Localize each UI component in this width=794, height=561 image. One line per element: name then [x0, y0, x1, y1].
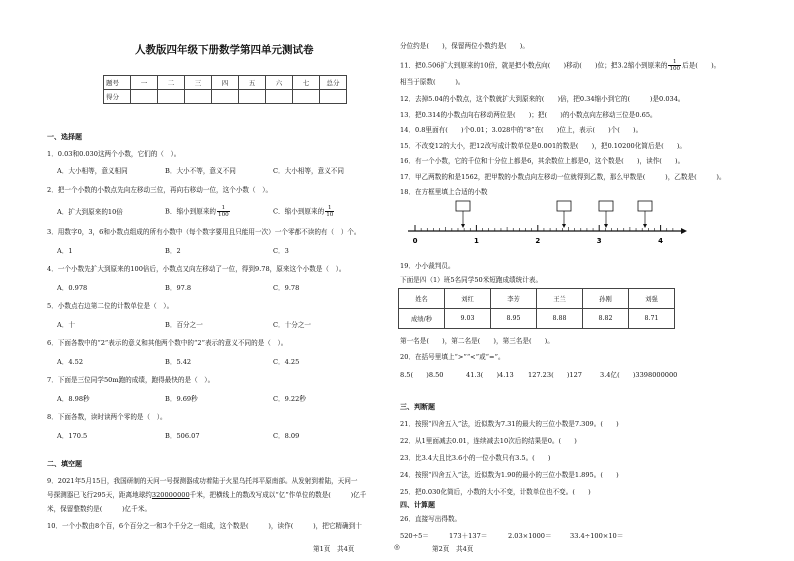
q4-option-a: A．0.978 [57, 284, 88, 292]
stats-value-cell: 9.03 [445, 309, 491, 329]
question-25: 25．把0.030化简后，小数的大小不变，计数单位也不变。( ) [400, 488, 591, 496]
score-table-header-row [104, 76, 347, 90]
score-cell[interactable] [239, 90, 266, 104]
section-choice-heading: 一、选择题 [47, 133, 82, 141]
question-24: 24．按照“四舍五入”法，近似数为1.90的最小的三位小数是1.895。( ) [400, 471, 619, 479]
question-11: 11．把0.506扩大到原来的10倍，就是把小数点向( )移动( )位；把3.2缩小到原来的 $\frac{1}{100}$ 后是( )。 [400, 59, 721, 72]
pointer-arrows [463, 211, 645, 227]
question-8: 8．下面各数，读时读两个零的是（ ）。 [47, 413, 167, 421]
number-line [398, 199, 688, 247]
question-4: 4．一个小数先扩大到原来的100倍后，小数点又向左移动了一位，得到9.78，原来这个小数是（ ）。 [47, 265, 346, 273]
question-13: 13．把0.314的小数点向右移动两位是( )；把( )的小数点向左移动三位是0.65。 [400, 111, 657, 119]
score-table [103, 75, 347, 104]
q4-option-b: B．97.8 [165, 284, 192, 292]
score-cell[interactable] [185, 90, 212, 104]
tick-label: 0 [412, 237, 418, 245]
q1-option-b: B．大小不等，意义不同 [165, 167, 236, 175]
stats-value-cell: 8.71 [629, 309, 675, 329]
question-12: 12．去掉5.04的小数点，这个数就扩大到原来的( )倍，把0.34缩小到它的( )是0.034。 [400, 95, 685, 103]
answer-box[interactable] [557, 201, 571, 211]
q6-option-b: B．5.42 [165, 358, 192, 366]
arrow-heads [461, 224, 647, 228]
q2-option-c: C．缩小到原来的 $\frac{1}{10}$ [273, 205, 334, 218]
answer-boxes [456, 201, 652, 211]
q6-option-c: C．4.25 [273, 358, 300, 366]
score-table-score-row [104, 90, 347, 104]
score-cell[interactable] [158, 90, 185, 104]
question-9-line3: 米，保留整数约是( )亿千米。 [47, 505, 152, 513]
question-20: 20．在括号里填上“>”“<”或“=”。 [400, 353, 505, 361]
stats-value-cell: 8.82 [583, 309, 629, 329]
score-header-cell: 三 [185, 76, 212, 90]
score-header-cell: 五 [239, 76, 266, 90]
stats-header-cell: 李芳 [491, 289, 537, 309]
tick-marks [415, 225, 673, 231]
answer-box[interactable] [638, 201, 652, 211]
q1-option-a: A．大小相等，意义相同 [57, 167, 128, 175]
question-1: 1．0.03和0.030这两个小数，它们的（ ）。 [47, 150, 181, 158]
footer-center-mark: ◎ [394, 543, 400, 551]
axis-arrow-icon [681, 228, 687, 234]
q5-option-b: B．百分之一 [165, 321, 203, 329]
score-header-cell: 总分 [320, 76, 347, 90]
question-5: 5．小数点右边第二位的计数单位是（ ）。 [47, 302, 174, 310]
question-9-line2: 号探测器已飞行295天，距离地球约320000000千米，把横线上的数改写成以“亿”作单位的数是( )亿千 [47, 491, 367, 499]
question-2: 2．把一个小数的小数点先向左移动三位，再向右移动一位，这个小数（ ）。 [47, 186, 273, 194]
q1-option-c: C．大小相等，意义不同 [273, 167, 344, 175]
q5-option-a: A．十 [57, 321, 75, 329]
arrow-head-icon [643, 224, 647, 228]
fraction: $\frac{1}{100}$ [218, 205, 229, 218]
stats-header-cell: 王兰 [537, 289, 583, 309]
footer-page-right: 第2页 共4页 [432, 545, 474, 553]
question-19-ranking: 第一名是( )，第二名是( )，第三名是( )。 [400, 337, 554, 345]
stats-value-row [399, 309, 675, 329]
score-header-cell: 题号 [104, 76, 131, 90]
q7-option-a: A．8.98秒 [57, 395, 90, 403]
q2-option-b: B．缩小到原来的 $\frac{1}{100}$ [165, 205, 229, 218]
fraction: $\frac{1}{10}$ [326, 205, 334, 218]
q3-option-c: C．3 [273, 247, 289, 255]
question-15: 15．不改变12的大小，把12改写成计数单位是0.001的数是( )，把0.10200化简后是( )。 [400, 142, 687, 150]
stats-value-cell: 8.95 [491, 309, 537, 329]
q26-item: 520÷5＝ [400, 532, 429, 540]
question-10: 10．一个小数由8个百，6个百分之一和3个千分之一组成，这个数是( )，读作( )，把它精确到十 [47, 522, 362, 530]
score-header-cell: 二 [158, 76, 185, 90]
q5-option-c: C．十分之一 [273, 321, 312, 329]
q8-option-b: B．506.07 [165, 432, 200, 440]
score-cell[interactable] [293, 90, 320, 104]
question-16: 16．有一个小数，它的千位和十分位上都是6，其余数位上都是0，这个数是( )，读作( )。 [400, 157, 685, 165]
section-judge-heading: 三、判断题 [400, 403, 435, 411]
arrow-head-icon [604, 224, 608, 228]
question-6: 6．下面各数中的“2”表示的意义和其他两个数中的“2”表示的意义不同的是（ ）。 [47, 339, 288, 347]
stats-header-cell: 姓名 [399, 289, 445, 309]
question-21: 21．按照“四舍五入”法，近似数为7.31的最大的三位小数是7.309。( ) [400, 420, 619, 428]
arrow-head-icon [562, 224, 566, 228]
stats-header-cell: 孙刚 [583, 289, 629, 309]
stats-row-label: 成绩/秒 [399, 309, 445, 329]
score-cell[interactable] [131, 90, 158, 104]
q7-option-b: B．9.69秒 [165, 395, 198, 403]
stats-header-row [399, 289, 675, 309]
q20-item: 41.3( )4.13 [466, 371, 514, 379]
score-header-cell: 六 [266, 76, 293, 90]
stats-header-cell: 刘强 [629, 289, 675, 309]
arrow-head-icon [461, 224, 465, 228]
q3-option-b: B．2 [165, 247, 181, 255]
question-19-intro: 下面是四（1）班5名同学50米短跑成绩统计表。 [400, 276, 543, 284]
question-18: 18．在方框里填上合适的小数 [400, 188, 488, 196]
exam-title: 人教版四年级下册数学第四单元测试卷 [135, 44, 314, 56]
q26-item: 2.03×1000＝ [508, 532, 552, 540]
question-22: 22．从1里面减去0.01，连续减去10次后的结果是0。( ) [400, 437, 577, 445]
q3-option-a: A．1 [57, 247, 73, 255]
q26-item: 33.4÷100×10＝ [570, 532, 624, 540]
answer-box[interactable] [599, 201, 613, 211]
score-cell[interactable] [266, 90, 293, 104]
tick-label: 3 [596, 237, 602, 245]
stats-header-cell: 刘红 [445, 289, 491, 309]
question-9-line1: 9．2021年5月15日，我国研制的天问一号探测器成功着陆于火星乌托邦平原南部。从发射到着陆，天问一 [47, 477, 358, 485]
question-26: 26．直接写出得数。 [400, 515, 462, 523]
question-3: 3．用数字0，3，6和小数点组成的所有小数中（每个数字要用且只能用一次）一个零都不读的有（ ）个。 [47, 228, 361, 236]
footer-page-left: 第1页 共4页 [313, 545, 355, 553]
section-calc-heading: 四、计算题 [400, 501, 435, 509]
score-stats-table [398, 288, 675, 329]
question-11-line2: 相当于原数( )。 [400, 78, 465, 86]
score-header-cell: 一 [131, 76, 158, 90]
question-17: 17．甲乙两数的和是1562，把甲数的小数点向左移动一位就得到乙数，那么甲数是( )，乙数是( )。 [400, 173, 726, 181]
question-19: 19．小小裁判员。 [400, 262, 455, 270]
stats-value-cell: 8.88 [537, 309, 583, 329]
question-14: 14．0.8里面有( )个0.01；3.028中的“8”在( )位上，表示( )个( )。 [400, 126, 643, 134]
question-7: 7．下面是三位同学50m跑的成绩，跑得最快的是（ ）。 [47, 376, 215, 384]
tick-label: 2 [535, 237, 541, 245]
score-header-cell: 七 [293, 76, 320, 90]
q7-option-c: C．9.22秒 [273, 395, 306, 403]
q26-item: 173＋137＝ [449, 532, 488, 540]
score-cell[interactable] [320, 90, 347, 104]
q2-option-a: A．扩大到原来的10倍 [57, 208, 123, 216]
score-row-label: 得分 [104, 90, 131, 104]
q20-item: 3.4亿( )3398000000 [600, 371, 678, 379]
section-fill-heading: 二、填空题 [47, 460, 82, 468]
q8-option-c: C．8.09 [273, 432, 300, 440]
fraction: $\frac{1}{100}$ [669, 59, 681, 72]
tick-label: 1 [473, 237, 479, 245]
q6-option-a: A．4.52 [57, 358, 84, 366]
tick-labels [413, 237, 664, 245]
tick-label: 4 [658, 237, 664, 245]
q4-option-c: C．9.78 [273, 284, 300, 292]
q20-item: 127.23( )127 [528, 371, 582, 379]
answer-box[interactable] [456, 201, 470, 211]
score-cell[interactable] [212, 90, 239, 104]
q20-item: 8.5( )8.50 [400, 371, 444, 379]
score-header-cell: 四 [212, 76, 239, 90]
question-10-continued: 分位约是( )，保留两位小数约是( )。 [400, 42, 529, 50]
question-23: 23．比3.4大且比3.6小的一位小数只有3.5。( ) [400, 454, 551, 462]
q8-option-a: A．170.5 [57, 432, 88, 440]
